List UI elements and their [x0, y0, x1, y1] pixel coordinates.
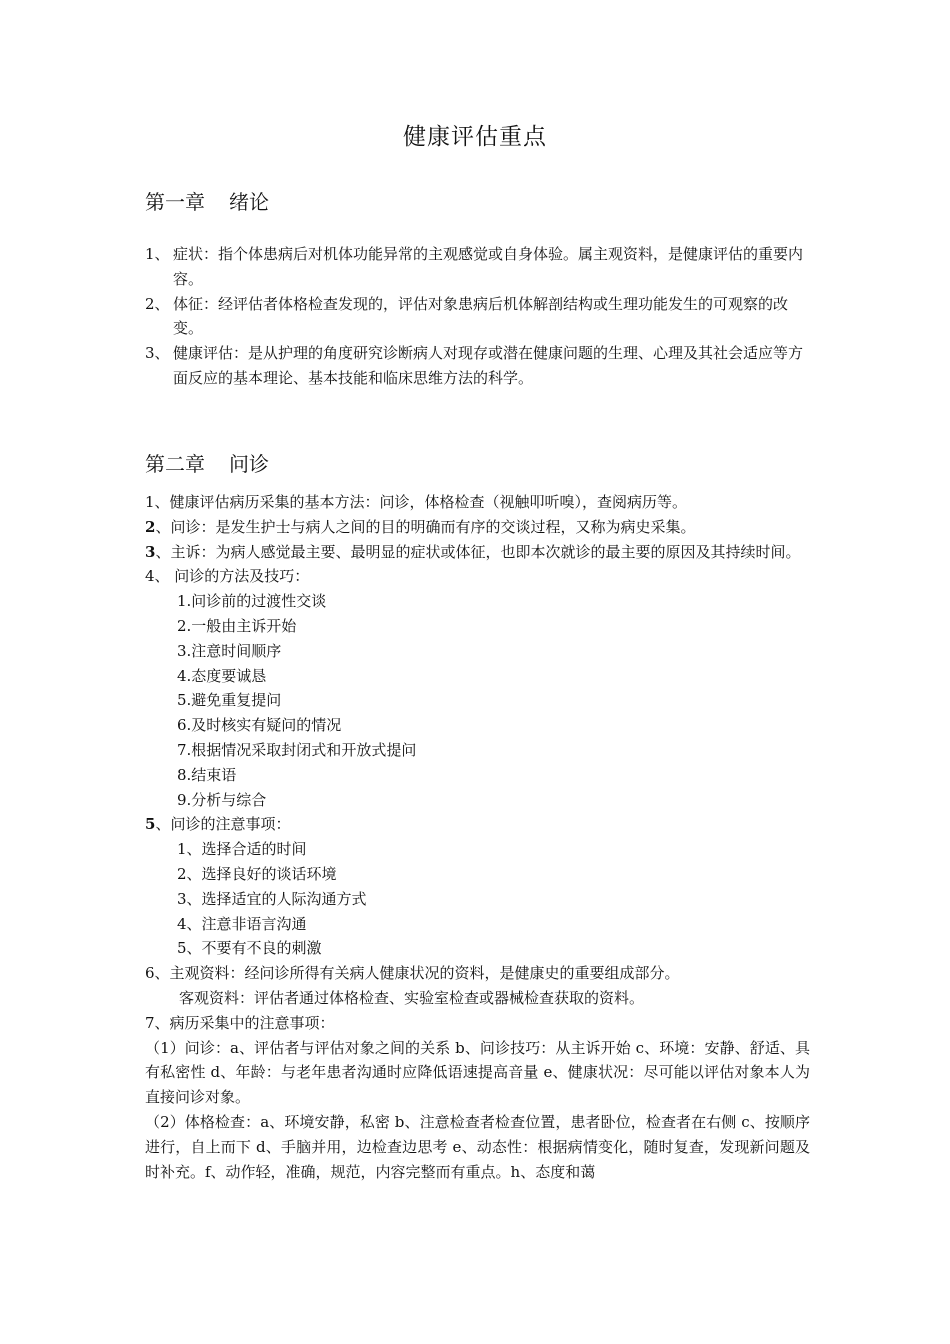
- paragraph-4: 4、 问诊的方法及技巧：: [145, 567, 310, 586]
- paragraph-5-text: 、问诊的注意事项：: [155, 815, 291, 834]
- paragraph-3: [145, 540, 810, 565]
- technique-item: 5.避免重复提问: [177, 691, 282, 710]
- chapter-1-label: 第一章: [145, 190, 205, 214]
- note-item: 5、不要有不良的刺激: [177, 939, 322, 958]
- note-item: 4、注意非语言沟通: [177, 914, 307, 933]
- technique-item: 9.分析与综合: [177, 790, 267, 809]
- paragraph-7b: （2）体格检查：a、环境安静，私密 b、注意检查者检查位置，患者卧位，检查者在右侧 c、按顺序进行，自上而下 d、手脑并用，边检查边思考 e、动态性：根据病情变化，随时复查，发现新问题及时补充。f、动作轻，准确，规范，内容完整而有重点。h、态度和蔼: [145, 1112, 810, 1181]
- paragraph-2: [145, 515, 810, 540]
- item-number: 3、: [145, 344, 170, 363]
- item-number: 1、: [145, 245, 170, 263]
- list-item: [145, 292, 810, 342]
- technique-item: 8.结束语: [177, 765, 237, 784]
- note-item: 2、选择良好的谈话环境: [177, 864, 337, 883]
- chapter-2-label: 第二章: [145, 452, 205, 476]
- item-text: 体征：经评估者体格检查发现的，评估对象患病后机体解剖结构或生理功能发生的可观察的改变。: [173, 294, 789, 338]
- chapter-1-heading: [145, 186, 269, 215]
- technique-item: 7.根据情况采取封闭式和开放式提问: [177, 740, 417, 759]
- technique-item: 3.注意时间顺序: [177, 641, 282, 660]
- paragraph-5: [145, 812, 810, 837]
- chapter-2-body: [145, 490, 810, 1184]
- paragraph-7: 7、病历采集中的注意事项：: [145, 1013, 335, 1032]
- technique-item: 6.及时核实有疑问的情况: [177, 716, 342, 735]
- list-item: [145, 242, 810, 292]
- note-item: 3、选择适宜的人际沟通方式: [177, 889, 367, 908]
- paragraph-2-text: 、问诊：是发生护士与病人之间的目的明确而有序的交谈过程，又称为病史采集。: [155, 517, 696, 536]
- chapter-1-list: [145, 242, 810, 391]
- paragraph-6b: 客观资料：评估者通过体格检查、实验室检查或器械检查获取的资料。: [179, 988, 645, 1007]
- chapter-2-heading: [145, 448, 269, 477]
- technique-item: 1.问诊前的过渡性交谈: [177, 592, 327, 611]
- document-title: 健康评估重点: [403, 124, 547, 150]
- paragraph-7a: （1）问诊：a、评估者与评估对象之间的关系 b、问诊技巧：从主诉开始 c、环境：安静、舒适、具有私密性 d、年龄：与老年患者沟通时应降低语速提高音量 e、健康状况：尽可能以评估对象本人为直接问诊对象。: [145, 1038, 810, 1107]
- technique-item: 2.一般由主诉开始: [177, 616, 297, 635]
- technique-item: 4.态度要诚恳: [177, 666, 267, 685]
- chapter-2-name: 问诊: [229, 452, 269, 476]
- item-text: 健康评估：是从护理的角度研究诊断病人对现存或潜在健康问题的生理、心理及其社会适应等方面反应的基本理论、基本技能和临床思维方法的科学。: [173, 344, 804, 387]
- paragraph-5-number: 5: [145, 815, 156, 834]
- paragraph-6: 6、主观资料：经问诊所得有关病人健康状况的资料，是健康史的重要组成部分。: [145, 964, 680, 983]
- item-number: 2、: [145, 294, 170, 313]
- item-text: 症状：指个体患病后对机体功能异常的主观感觉或自身体验。属主观资料，是健康评估的重要内容。: [173, 245, 804, 288]
- paragraph-1: 1、健康评估病历采集的基本方法：问诊，体格检查（视触叩听嗅），查阅病历等。: [145, 493, 688, 511]
- list-item: [145, 341, 810, 391]
- chapter-1-name: 绪论: [229, 190, 269, 214]
- paragraph-3-number: 3: [145, 542, 156, 561]
- paragraph-2-number: 2: [145, 517, 156, 536]
- paragraph-3-text: 、主诉：为病人感觉最主要、最明显的症状或体征，也即本次就诊的最主要的原因及其持续时间。: [155, 542, 801, 561]
- note-item: 1、选择合适的时间: [177, 840, 307, 859]
